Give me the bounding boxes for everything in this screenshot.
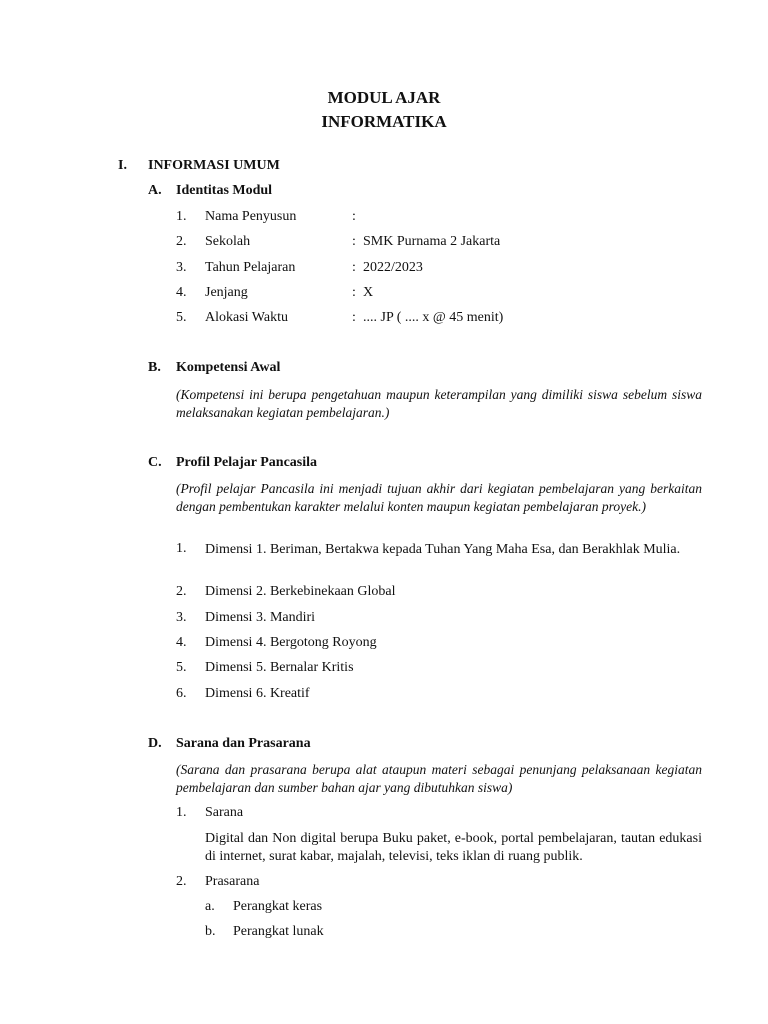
identity-row-value: X (363, 285, 374, 300)
identity-row-separator: : (352, 209, 356, 224)
list-item-number: 5. (176, 660, 187, 675)
subsection-d-title: Sarana dan Prasarana (176, 736, 311, 751)
subsection-a-title: Identitas Modul (176, 183, 273, 198)
list-item: Perangkat keras (233, 899, 323, 914)
doc-title-line2: INFORMATIKA (321, 112, 447, 131)
list-item: Dimensi 4. Bergotong Royong (205, 635, 377, 650)
identity-row-label: Jenjang (205, 285, 248, 300)
list-item-number: 6. (176, 686, 187, 701)
identity-row-num: 3. (176, 260, 187, 275)
identity-row-num: 4. (176, 285, 187, 300)
kompetensi-note: (Kompetensi ini berupa pengetahuan maupun keterampilan yang dimiliki siswa sebelum siswa melaksanakan kegiatan pembelajaran.) (176, 387, 702, 420)
list-item-number: 4. (176, 635, 187, 650)
sarana-description: Digital dan Non digital berupa Buku paket, e-book, portal pembelajaran, tautan edukasi di internet, surat kabar, majalah, televisi, teks iklan di ruang publik. (205, 831, 702, 864)
list-item: Dimensi 3. Mandiri (205, 610, 316, 625)
list-item: Dimensi 2. Berkebinekaan Global (205, 584, 396, 599)
list-item-number: 3. (176, 610, 187, 625)
identity-row-num: 2. (176, 234, 187, 249)
list-item: Perangkat lunak (233, 924, 324, 939)
section-number: I. (118, 158, 127, 173)
identity-row-label: Tahun Pelajaran (205, 260, 296, 275)
list-item-number: 1. (176, 541, 187, 556)
list-item: Dimensi 5. Bernalar Kritis (205, 660, 354, 675)
list-item: Dimensi 1. Beriman, Bertakwa kepada Tuhan Yang Maha Esa, dan Berakhlak Mulia. (205, 542, 681, 557)
profil-note: (Profil pelajar Pancasila ini menjadi tujuan akhir dari kegiatan pembelajaran yang berkaitan dengan pembentukan karakter melalui konten maupun kegiatan pembelajaran proyek.) (176, 481, 702, 514)
list-item: Dimensi 6. Kreatif (205, 686, 310, 701)
subsection-c-letter: C. (148, 455, 162, 470)
subsection-c-title: Profil Pelajar Pancasila (176, 455, 318, 470)
section-title: INFORMASI UMUM (148, 158, 280, 173)
identity-row-separator: : (352, 260, 356, 275)
list-item-letter: a. (205, 899, 215, 914)
identity-row-separator: : (352, 310, 356, 325)
identity-row-label: Nama Penyusun (205, 209, 297, 224)
sarana-note: (Sarana dan prasarana berupa alat ataupun materi sebagai penunjang pelaksanaan kegiatan pembelajaran dan sumber bahan ajar yang dibutuhkan siswa) (176, 762, 702, 795)
sarana-title: Sarana (205, 805, 244, 820)
identity-row-label: Alokasi Waktu (205, 310, 288, 325)
identity-row-value: SMK Purnama 2 Jakarta (363, 234, 501, 249)
subsection-b-letter: B. (148, 360, 161, 375)
prasarana-title: Prasarana (205, 874, 260, 889)
sarana-number: 1. (176, 805, 187, 820)
subsection-a-letter: A. (148, 183, 162, 198)
prasarana-number: 2. (176, 874, 187, 889)
identity-row-separator: : (352, 285, 356, 300)
identity-row-value: 2022/2023 (363, 260, 423, 275)
identity-row-value: .... JP ( .... x @ 45 menit) (363, 310, 504, 325)
identity-row-num: 1. (176, 209, 187, 224)
list-item-number: 2. (176, 584, 187, 599)
identity-row-num: 5. (176, 310, 187, 325)
identity-row-separator: : (352, 234, 356, 249)
identity-row-label: Sekolah (205, 234, 251, 249)
subsection-b-title: Kompetensi Awal (176, 360, 281, 375)
doc-title-line1: MODUL AJAR (327, 88, 441, 107)
subsection-d-letter: D. (148, 736, 162, 751)
list-item-letter: b. (205, 924, 216, 939)
